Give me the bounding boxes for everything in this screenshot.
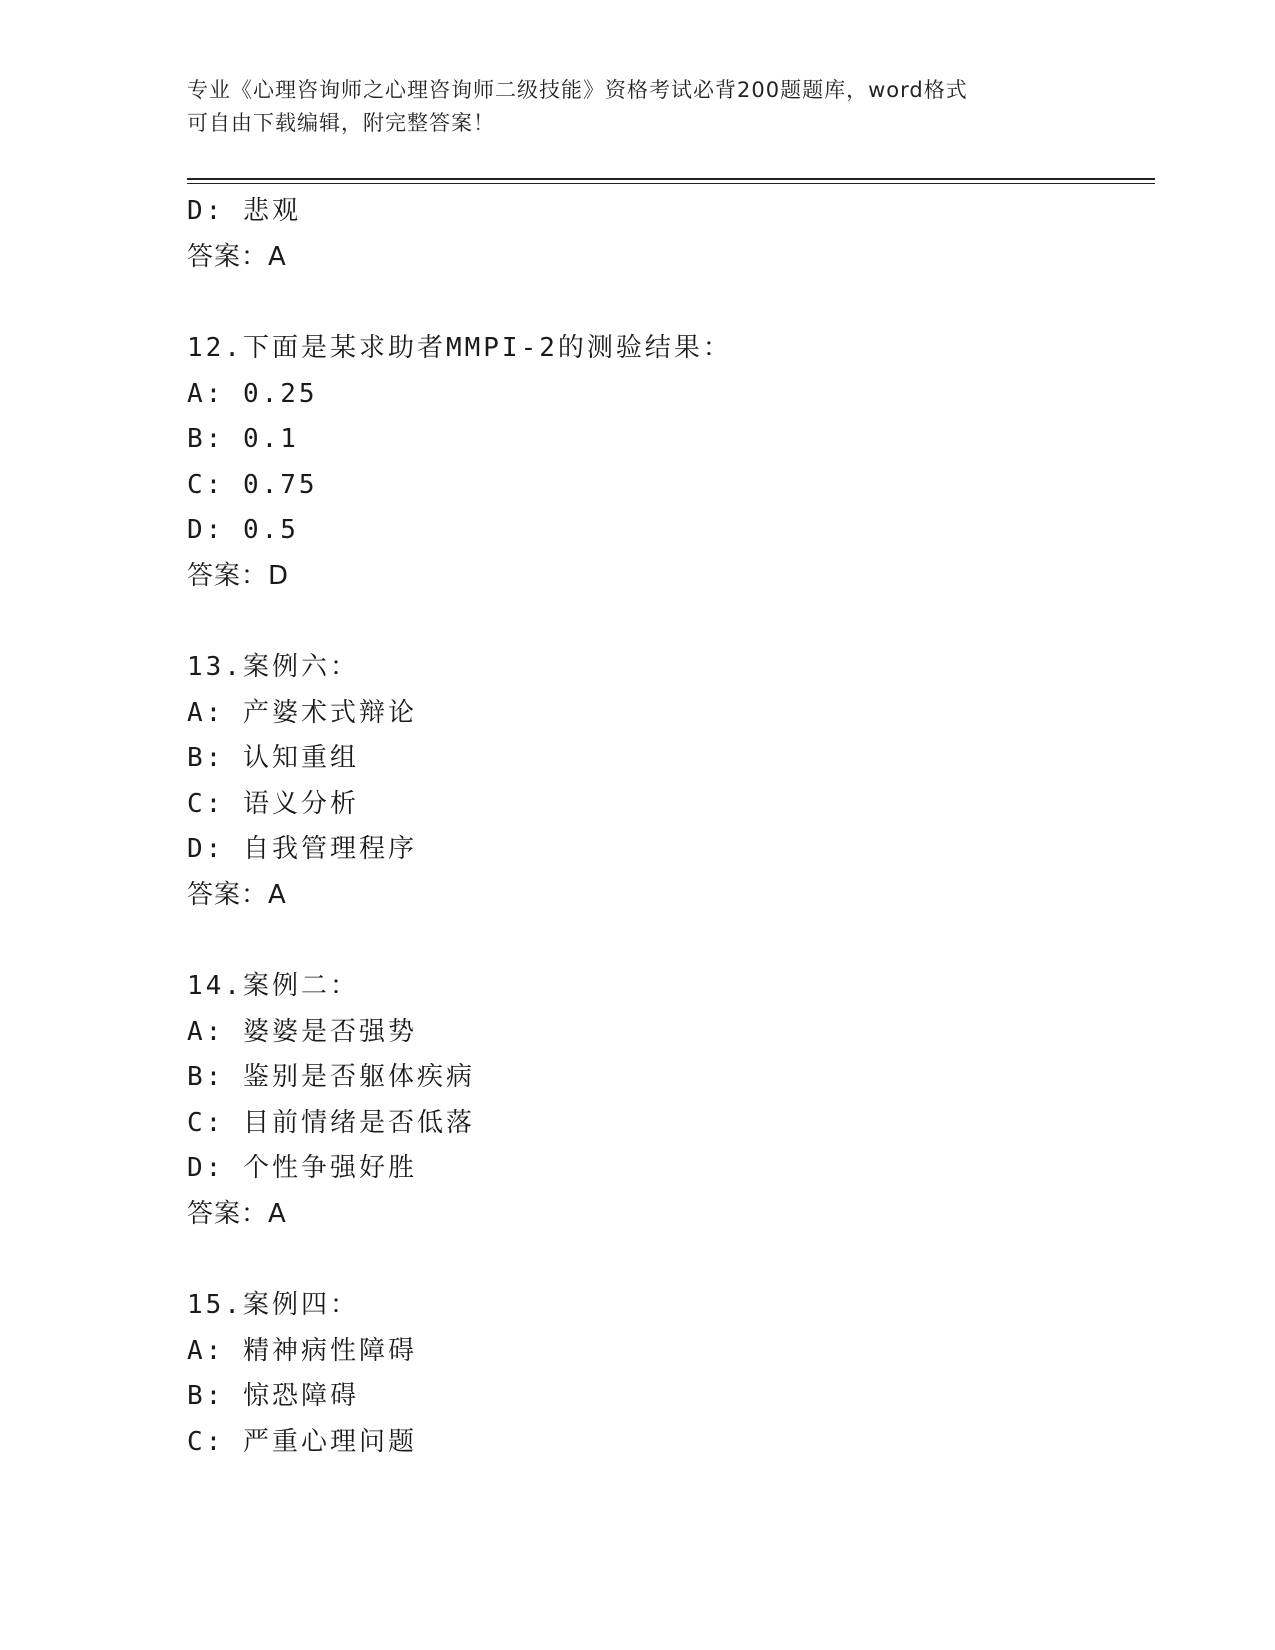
question-13 — [187, 645, 1155, 918]
option-b: B: 鉴别是否躯体疾病 — [187, 1062, 475, 1092]
answer-line: 答案：A — [187, 241, 287, 272]
question-12 — [187, 326, 1155, 599]
option-a: A: 产婆术式辩论 — [187, 697, 417, 728]
question-stem: 12.下面是某求助者MMPI-2的测验结果： — [187, 333, 732, 363]
document-header — [187, 74, 1087, 140]
question-14 — [187, 964, 1155, 1237]
option-c: C: 目前情绪是否低落 — [187, 1107, 475, 1138]
header-divider-thin — [187, 183, 1155, 184]
header-title-line-1: 专业《心理咨询师之心理咨询师二级技能》资格考试必背200题题库，word格式 — [187, 78, 968, 102]
option-a: A: 婆婆是否强势 — [187, 1016, 417, 1047]
question-stem: 13.案例六： — [187, 652, 359, 682]
option-d: D: 个性争强好胜 — [187, 1153, 417, 1183]
header-title-line-2: 可自由下载编辑，附完整答案！ — [187, 111, 495, 135]
answer-line: 答案：A — [187, 1198, 287, 1229]
option-c: C: 严重心理问题 — [187, 1426, 417, 1457]
option-d: D: 悲观 — [187, 196, 301, 226]
header-divider-thick — [187, 178, 1155, 180]
option-b: B: 0.1 — [187, 424, 299, 454]
question-stem: 15.案例四： — [187, 1290, 359, 1320]
answer-line: 答案：D — [187, 560, 290, 591]
option-c: C: 0.75 — [187, 469, 318, 500]
question-11-tail — [187, 189, 1155, 280]
question-list — [187, 189, 1155, 1465]
option-b: B: 惊恐障碍 — [187, 1381, 359, 1411]
question-15 — [187, 1283, 1155, 1465]
option-a: A: 精神病性障碍 — [187, 1335, 417, 1366]
option-b: B: 认知重组 — [187, 743, 359, 773]
question-stem: 14.案例二： — [187, 971, 359, 1001]
spacer — [187, 599, 1155, 645]
option-c: C: 语义分析 — [187, 788, 359, 819]
spacer — [187, 1237, 1155, 1283]
option-a: A: 0.25 — [187, 378, 318, 409]
spacer — [187, 280, 1155, 326]
option-d: D: 自我管理程序 — [187, 834, 417, 864]
option-d: D: 0.5 — [187, 515, 299, 545]
spacer — [187, 918, 1155, 964]
answer-line: 答案：A — [187, 879, 287, 910]
